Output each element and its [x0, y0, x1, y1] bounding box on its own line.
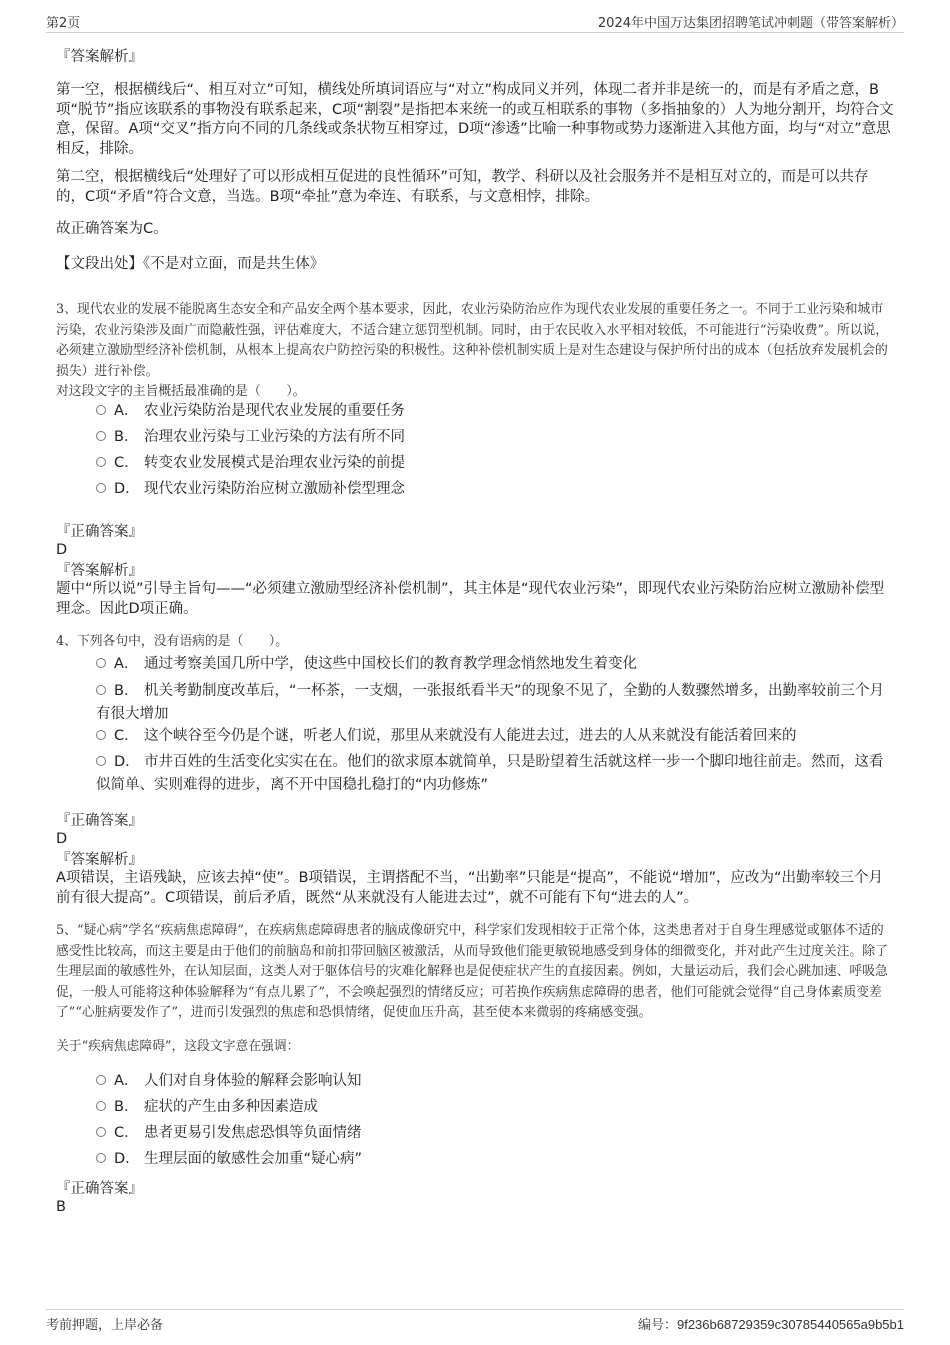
q2-analysis-label: 『答案解析』 [56, 49, 143, 65]
q3-option-b[interactable]: B． 治理农业污染与工业污染的方法有所不同 [96, 426, 896, 449]
q5-question: 关于“疾病焦虑障碍”，这段文字意在强调： [56, 1039, 300, 1054]
q4-option-c[interactable]: C． 这个峡谷至今仍是个谜，听老人们说，那里从来就没有人能进去过，进去的人从来就没有能活着回来的 [96, 725, 896, 748]
q3-analysis-label: 『答案解析』 [56, 563, 143, 579]
q4-stem: 4、下列各句中，没有语病的是（ ）。 [56, 634, 289, 649]
q5-answer-label: 『正确答案』 [56, 1181, 143, 1197]
q2-source: 【文段出处】《不是对立面，而是共生体》 [56, 256, 325, 272]
radio-icon[interactable] [96, 1153, 106, 1163]
radio-icon[interactable] [96, 658, 106, 668]
q2-analysis-conclusion: 故正确答案为C。 [56, 221, 168, 237]
q3-option-a[interactable]: A． 农业污染防治是现代农业发展的重要任务 [96, 400, 896, 423]
q4-answer-label: 『正确答案』 [56, 813, 143, 829]
radio-icon[interactable] [96, 1101, 106, 1111]
q4-answer: D [56, 831, 68, 847]
q4-analysis-label: 『答案解析』 [56, 852, 143, 868]
q3-stem: 3、现代农业的发展不能脱离生态安全和产品安全两个基本要求，因此，农业污染防治应作为现代农业发展的重要任务之一。不同于工业污染和城市污染，农业污染涉及面广而隐蔽性强，评估难度大，不适合建立惩罚型机制。同时，由于农民收入水平相对较低，不可能进行“污染收费”。所以说，必须建立激励型经济补偿机制，从根本上提高农户防控污染的积极性。这种补偿机制实质上是对生态建设与保护所付出的成本（包括放弃发展机会的损失）进行补偿。 [56, 302, 889, 379]
radio-icon[interactable] [96, 685, 106, 695]
q4-analysis: A项错误，主语残缺，应该去掉“使”。B项错误，主谓搭配不当，“出勤率”只能是“提高”，不能说“增加”，应改为“出勤率较三个月前有很大提高”。C项错误，前后矛盾，既然“从来就没有人能进去过”，就不可能有下句“进去的人”。 [56, 870, 883, 906]
footer-slogan: 考前押题，上岸必备 [46, 1318, 164, 1333]
page-header [46, 8, 904, 33]
q4-option-a[interactable]: A． 通过考察美国几所中学，使这些中国校长们的教育教学理念悄然地发生着变化 [96, 653, 896, 676]
q3-answer: D [56, 542, 68, 558]
radio-icon[interactable] [96, 457, 106, 467]
q3-analysis: 题中“所以说”引导主旨句——“必须建立激励型经济补偿机制”，其主体是“现代农业污染”，即现代农业污染防治应树立激励补偿型理念。因此D项正确。 [56, 581, 885, 617]
q5-option-c[interactable]: C． 患者更易引发焦虑恐惧等负面情绪 [96, 1122, 896, 1145]
q5-stem: 5、“疑心病”学名“疾病焦虑障碍”，在疾病焦虑障碍患者的脑成像研究中，科学家们发现相较于正常个体，这类患者对于自身生理感觉或躯体不适的感受性比较高，而这主要是由于他们的前脑岛和前扣带回脑区被激活，从而导致他们能更敏锐地感受到身体的细微变化，并对此产生过度关注。除了生理层面的敏感性外，在认知层面，这类人对于躯体信号的灾难化解释也是促使症状产生的直接因素。例如，大量运动后，我们会心跳加速、呼吸急促，一般人可能将这种体验解释为“有点儿累了”，不会唤起强烈的情绪反应；可若换作疾病焦虑障碍的患者，他们可能就会觉得“自己身体素质变差了”“心脏病要发作了”，进而引发强烈的焦虑和恐惧情绪，促使血压升高，甚至使本来微弱的疼痛感变强。 [56, 923, 888, 1020]
q4-option-d[interactable]: D． 市井百姓的生活变化实实在在。他们的欲求原本就简单，只是盼望着生活就这样一步一个脚印地往前走。然而，这看似简单、实则难得的进步，离不开中国稳扎稳打的“内功修炼” [96, 754, 884, 793]
radio-icon[interactable] [96, 405, 106, 415]
radio-icon[interactable] [96, 1127, 106, 1137]
q3-question: 对这段文字的主旨概括最准确的是（ ）。 [56, 384, 306, 399]
page-number: 第2页 [46, 16, 81, 31]
q3-answer-label: 『正确答案』 [56, 524, 143, 540]
radio-icon[interactable] [96, 1075, 106, 1085]
q4-option-b[interactable]: B． 机关考勤制度改革后，“一杯茶，一支烟，一张报纸看半天”的现象不见了，全勤的人数骤然增多，出勤率较前三个月有很大增加 [96, 683, 885, 722]
document-title: 2024年中国万达集团招聘笔试冲刺题（带答案解析） [597, 16, 904, 31]
q5-option-d[interactable]: D． 生理层面的敏感性会加重“疑心病” [96, 1148, 896, 1171]
q2-analysis-para2: 第二空，根据横线后“处理好了可以形成相互促进的良性循环”可知，教学、科研以及社会服务并不是相互对立的，而是可以共存的，C项“矛盾”符合文意，当选。B项“牵扯”意为牵连、有联系，与文意相悖，排除。 [56, 169, 869, 205]
q3-option-d[interactable]: D． 现代农业污染防治应树立激励补偿型理念 [96, 478, 896, 501]
radio-icon[interactable] [96, 483, 106, 493]
q2-analysis-para1: 第一空，根据横线后“、相互对立”可知，横线处所填词语应与“对立”构成同义并列，体现二者并非是统一的，而是有矛盾之意，B项“脱节”指应该联系的事物没有联系起来，C项“割裂”是指把本来统一的或互相联系的事物（多指抽象的）人为地分割开，均符合文意，保留。A项“交叉”指方向不同的几条线或条状物互相穿过，D项“渗透”比喻一种事物或势力逐渐进入其他方面，均与“对立”意思相反，排除。 [56, 82, 894, 157]
radio-icon[interactable] [96, 431, 106, 441]
page-footer [46, 1309, 904, 1332]
q5-answer: B [56, 1199, 66, 1215]
radio-icon[interactable] [96, 756, 106, 766]
q5-option-b[interactable]: B． 症状的产生由多种因素造成 [96, 1096, 896, 1119]
q3-option-c[interactable]: C． 转变农业发展模式是治理农业污染的前提 [96, 452, 896, 475]
radio-icon[interactable] [96, 730, 106, 740]
q5-option-a[interactable]: A． 人们对自身体验的解释会影响认知 [96, 1070, 896, 1093]
document-code: 编号：9f236b68729359c30785440565a9b5b1 [637, 1317, 904, 1332]
